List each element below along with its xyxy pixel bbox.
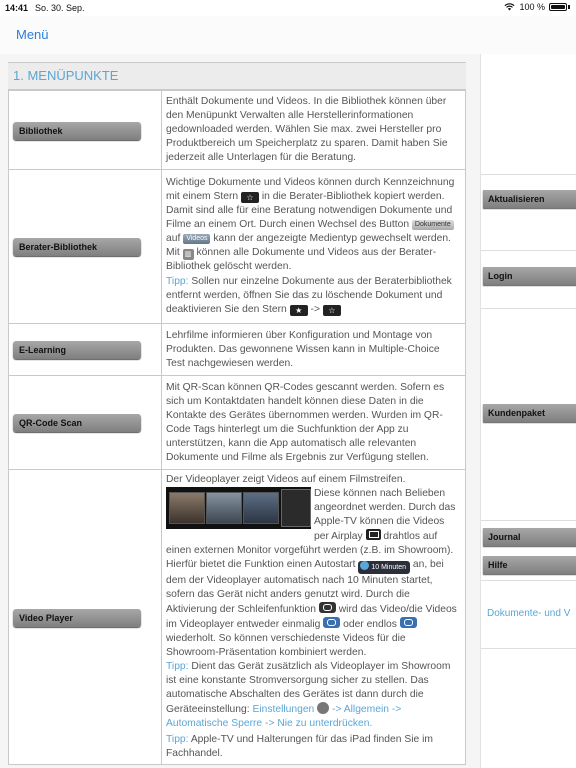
film-frame bbox=[206, 492, 242, 524]
text-fragment: wird das Video/die Videos im Videoplayer entweder einmalig bbox=[166, 604, 457, 630]
status-right bbox=[504, 2, 570, 12]
trash-icon: ▥ bbox=[183, 249, 194, 260]
journal-button[interactable]: Journal bbox=[483, 528, 576, 546]
label-qr-code-scan: QR-Code Scan bbox=[13, 414, 141, 432]
filmstrip-image bbox=[166, 487, 311, 529]
table-row bbox=[9, 324, 466, 376]
label-cell bbox=[9, 91, 162, 170]
text-fragment: an, bei dem der Videoplayer automatisch nach 10 Minuten startet, sofern das Gerät nicht anders genutzt wird. Durch die Aktivierung der Schleifenfunktion bbox=[166, 559, 444, 615]
label-cell bbox=[9, 376, 162, 470]
content-area bbox=[0, 54, 576, 768]
divider bbox=[481, 648, 576, 649]
help-page bbox=[8, 62, 466, 765]
text-fragment: Apple-TV und Halterungen für das iPad finden Sie im Fachhandel. bbox=[166, 734, 433, 759]
settings-link: Einstellungen bbox=[252, 704, 315, 715]
timer-label: 10 Minuten bbox=[371, 564, 406, 571]
loop-once-icon bbox=[323, 617, 340, 628]
text-fragment: wiederholt. So können verschiedenste Videos für die Showroom-Präsentation kombiniert werden. bbox=[166, 633, 406, 658]
table-row bbox=[9, 470, 466, 765]
table-row bbox=[9, 376, 466, 470]
text-fragment: Dient das Gerät zusätzlich als Videoplayer im Showroom ist eine konstante Stromversorgung sicher zu stellen. Das automatische Abschalten des Gerätes ist dann durch die Geräteeinstellung: bbox=[166, 661, 451, 715]
divider bbox=[481, 250, 576, 251]
section-title: 1. MENÜPUNKTE bbox=[8, 62, 466, 90]
desc-qr-code-scan: Mit QR-Scan können QR-Codes gescannt werden. Sofern es sich um Kontaktdaten handelt können diese Daten in die Kontakte des Gerätes übernommen werden. Wurden im QR-Code Tags hinterlegt um die Suchfunktion der App zu unterstützen, kann die App automatisch alle relevanten Dokumente und Filme als Ergebnis zur Verfügung stellen. bbox=[162, 376, 466, 470]
star-filled-icon: ★ bbox=[290, 305, 308, 316]
menu-table bbox=[8, 90, 466, 765]
tip-block bbox=[166, 660, 461, 731]
dokumente-button-image: Dokumente bbox=[412, 220, 454, 230]
label-e-learning: E-Learning bbox=[13, 341, 141, 359]
divider bbox=[481, 308, 576, 309]
divider bbox=[481, 174, 576, 175]
status-date: So. 30. Sep. bbox=[35, 3, 85, 13]
battery-icon bbox=[549, 3, 567, 11]
arrow-text: -> bbox=[310, 304, 320, 315]
star-outline-icon: ☆ bbox=[241, 192, 259, 203]
label-cell bbox=[9, 324, 162, 376]
dokumente-videos-link[interactable]: Dokumente- und V bbox=[487, 608, 571, 619]
film-frame bbox=[243, 492, 279, 524]
label-video-player: Video Player bbox=[13, 609, 141, 627]
aktualisieren-button[interactable]: Aktualisieren bbox=[483, 190, 576, 208]
divider bbox=[481, 520, 576, 521]
status-bar bbox=[0, 0, 576, 16]
clock-icon bbox=[360, 561, 369, 570]
text-fragment: Sollen nur einzelne Dokumente aus der Beraterbibliothek entfernt werden, öffnen Sie das zu löschende Dokument und deaktivieren Sie den Stern bbox=[166, 276, 452, 315]
player-panel bbox=[281, 489, 311, 527]
text-fragment: kann der angezeigte Medientyp gewechselt werden. Mit bbox=[166, 233, 451, 258]
battery-tip-icon bbox=[568, 5, 570, 9]
side-menu-panel bbox=[480, 54, 576, 768]
wifi-icon bbox=[504, 3, 515, 11]
status-time: 14:41 bbox=[5, 3, 29, 13]
text-fragment: oder endlos bbox=[343, 619, 397, 630]
hilfe-button[interactable]: Hilfe bbox=[483, 556, 576, 574]
settings-path-link: -> Allgemein -> Automatische Sperre -> Nie zu unterdrücken. bbox=[166, 704, 402, 729]
autostart-timer-image bbox=[358, 561, 410, 574]
text-fragment: in die Berater-Bibliothek kopiert werden. Damit sind alle für eine Beratung notwendigen Dokumente und Filme an einem Ort. Durch einen Wechsel des Button bbox=[166, 191, 453, 230]
menu-back-button[interactable]: Menü bbox=[16, 27, 49, 42]
battery-percent: 100 % bbox=[519, 2, 545, 12]
table-row bbox=[9, 91, 466, 170]
desc-video-player bbox=[162, 470, 466, 765]
desc-e-learning: Lehrfilme informieren über Konfiguration und Montage von Produkten. Das gewonnene Wissen kann in Multiple-Choice Test nachgewiesen werden. bbox=[162, 324, 466, 376]
desc-berater-bibliothek bbox=[162, 170, 466, 324]
tip-block bbox=[166, 275, 461, 317]
label-bibliothek: Bibliothek bbox=[13, 122, 141, 140]
videos-button-image: Videos bbox=[183, 234, 210, 244]
tip-label: Tipp: bbox=[166, 734, 189, 745]
label-cell bbox=[9, 470, 162, 765]
text-fragment: Diese können nach Belieben angeordnet werden. Durch das Apple-TV können die Videos per Airplay bbox=[314, 488, 456, 542]
tip-label: Tipp: bbox=[166, 661, 189, 672]
login-button[interactable]: Login bbox=[483, 267, 576, 285]
kundenpaket-button[interactable]: Kundenpaket bbox=[483, 404, 576, 422]
text-fragment: können alle Dokumente und Videos aus der Berater-Bibliothek gelöscht werden. bbox=[166, 247, 437, 272]
text-fragment: Wichtige Dokumente und Videos können durch Kennzeichnung mit einem Stern bbox=[166, 177, 455, 202]
loop-icon bbox=[319, 602, 336, 613]
star-outline-icon: ☆ bbox=[323, 305, 341, 316]
gear-icon bbox=[317, 702, 329, 714]
label-berater-bibliothek: Berater-Bibliothek bbox=[13, 238, 141, 256]
nav-bar bbox=[0, 16, 576, 55]
desc-bibliothek: Enthält Dokumente und Videos. In die Bibliothek können über den Menüpunkt Verwalten alle Herstellerinformationen gedownloaded werden. Wählen Sie max. zwei Hersteller pro Produktbereich um Speicherplatz zu sparen. Damit haben Sie jederzeit alle Unterlagen für die Beratung. bbox=[162, 91, 466, 170]
film-frame bbox=[169, 492, 205, 524]
label-cell bbox=[9, 170, 162, 324]
table-row bbox=[9, 170, 466, 324]
tip-label: Tipp: bbox=[166, 276, 189, 287]
text-fragment: drahtlos auf einen externen Monitor vorgeführt werden (z.B. im Showroom). Hierfür bietet die Funktion einen Autostart bbox=[166, 531, 454, 570]
text-fragment: auf bbox=[166, 233, 181, 244]
airplay-icon bbox=[366, 529, 381, 540]
tip-block bbox=[166, 733, 461, 761]
text-fragment: Der Videoplayer zeigt Videos auf einem Filmstreifen. bbox=[166, 474, 406, 485]
loop-endless-icon bbox=[400, 617, 417, 628]
divider bbox=[481, 580, 576, 581]
